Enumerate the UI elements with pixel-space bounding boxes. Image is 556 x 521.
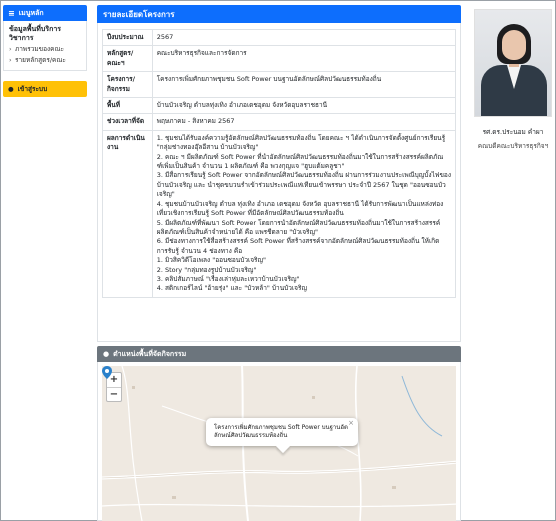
row-label-period: ช่วงเวลาที่จัด bbox=[103, 114, 153, 130]
table-row bbox=[103, 30, 456, 46]
login-label: เข้าสู่ระบบ bbox=[17, 85, 48, 93]
table-row bbox=[103, 72, 456, 98]
results-line: 1. ชุมชนได้รับองค์ความรู้อัตลักษณ์ศิลปวัฒนธรรมท้องถิ่น โดยคณะ ฯ ได้ดำเนินการจัดตั้งศูนย์การเรียนรู้ bbox=[156, 133, 446, 142]
row-value-year: 2567 bbox=[152, 30, 455, 46]
results-line: 5. มีผลิตภัณฑ์ที่พัฒนา Soft Power โดยการนำอัตลักษณ์ศิลปวัฒนธรรมท้องถิ่นมาใช้ในการสร้างสรรค์ bbox=[156, 218, 441, 227]
results-line: 2. Story "กลุ่มทองรูปบ้านบัวเจริญ" bbox=[156, 265, 257, 274]
results-line: บ้านบัวเจริญ และ นำชุดขบวนรำเข้าร่วมประเพณีแห่เทียนเข้าพรรษา ประจำปี 2567 ในชุด "ออนซอนบัว bbox=[156, 180, 446, 189]
map-marker-icon: ● bbox=[103, 350, 110, 358]
results-line: 1. มิวสิควิดีโอเพลง "ออนซอนบัวเจริญ" bbox=[156, 256, 267, 265]
row-value-program: คณะบริหารธุรกิจและการจัดการ bbox=[152, 46, 455, 72]
sidebar-item-faculty-overview[interactable] bbox=[9, 45, 82, 54]
results-line: เจริญ" bbox=[156, 190, 175, 199]
map-popup bbox=[206, 418, 358, 446]
sidebar-menu bbox=[3, 21, 87, 71]
project-detail-body bbox=[97, 23, 461, 342]
row-label-area: พื้นที่ bbox=[103, 98, 153, 114]
project-detail-table bbox=[102, 29, 456, 298]
map-marker-icon[interactable] bbox=[102, 366, 112, 379]
table-row bbox=[103, 98, 456, 114]
results-line: 2. คณะ ฯ มีผลิตภัณฑ์ Soft Power ที่นำอัตลักษณ์ศิลปวัฒนธรรมท้องถิ่นมาใช้ในการสร้างสรรค์ผลิตภัณ bbox=[156, 152, 444, 161]
sidebar-title[interactable]: ข้อมูลพื้นที่บริการวิชาการ bbox=[9, 25, 62, 42]
row-label-project: โครงการ/กิจกรรม bbox=[103, 72, 153, 98]
dean-role: คณบดีคณะบริหารธุรกิจฯ bbox=[477, 142, 549, 150]
map-header-label: ตำแหน่งพื้นที่จัดกิจกรรม bbox=[113, 349, 187, 358]
zoom-in-button[interactable]: + bbox=[109, 374, 119, 385]
popup-text: โครงการเพิ่มศักยภาพชุมชน Soft Power บนฐานอัตลักษณ์ศิลปวัฒนธรรมท้องถิ่น bbox=[214, 424, 348, 439]
project-detail-card bbox=[97, 5, 461, 342]
row-label-program: หลักสูตร/คณะฯ bbox=[103, 46, 153, 72]
map-header bbox=[97, 346, 461, 362]
results-line: 4. สติกเกอร์ไลน์ "อ้ายรุ่ง" และ "บัวหล้า" บ้านบัวเจริญ bbox=[156, 284, 307, 293]
project-detail-header: รายละเอียดโครงการ bbox=[97, 5, 461, 23]
results-line: 3. คลิปสัมภาษณ์ "เรื่องเล่าหุ่มละเหวาบ้านบัวเจริญ" bbox=[156, 274, 300, 283]
chevron-right-icon: › bbox=[9, 55, 12, 64]
table-row bbox=[103, 46, 456, 72]
row-label-results: ผลการดำเนินงาน bbox=[103, 130, 153, 297]
row-label-year: ปีงบประมาณ bbox=[103, 30, 153, 46]
sidebar bbox=[3, 5, 87, 97]
sidebar-item-by-program[interactable] bbox=[9, 56, 82, 65]
map-marker-icon: ● bbox=[8, 85, 14, 93]
results-line: "กลุ่มช่างทองอุ๊ลอีสาน บ้านบัวเจริญ" bbox=[156, 143, 259, 152]
dean-profile bbox=[474, 9, 552, 151]
menu-icon: ≡ bbox=[8, 8, 15, 18]
dean-name: รศ.ดร.ประนอม คำผา bbox=[482, 128, 544, 136]
sidebar-item-label: ภาพรวมของคณะ bbox=[15, 45, 65, 53]
map-container bbox=[97, 362, 461, 521]
popup-close-button[interactable]: × bbox=[348, 419, 354, 427]
results-line: 6. มีช่องทางการใช้สื่อสร้างสรรค์ Soft Power ที่สร้างสรรค์จากอัตลักษณ์ศิลปวัฒนธรรมท้องถิ่น ให้เกิด bbox=[156, 237, 440, 246]
map-canvas[interactable] bbox=[102, 366, 456, 521]
sidebar-item-label: รายหลักสูตร/คณะ bbox=[15, 55, 66, 64]
row-value-results bbox=[152, 130, 455, 297]
results-line: ฑ์เพิ่มเป็นสินค้า จำนวน 1 ผลิตภัณฑ์ คือ พวงกุญแจ "ฮูบแต้มคลูชา" bbox=[156, 162, 345, 171]
results-line: 3. มีสื่อการเรียนรู้ Soft Power จากอัตลักษณ์ศิลปวัฒนธรรมท้องถิ่น ผ่านการร่วมงานประเพณีบุญบั้งไฟของ bbox=[156, 171, 451, 180]
results-line: 4. ชุมชนบ้านบัวเจริญ ตำบล ทุ่งเทิง อำเภอ เดชอุดม จังหวัด อุบลราชธานี ได้รับการพัฒนาเป็นแหล่งท่อง bbox=[156, 199, 444, 208]
row-value-project: โครงการเพิ่มศักยภาพชุมชน Soft Power บนฐานอัตลักษณ์ศิลปวัฒนธรรมท้องถิ่น bbox=[152, 72, 455, 98]
sidebar-header-label: เมนูหลัก bbox=[18, 8, 44, 17]
chevron-right-icon: › bbox=[9, 45, 12, 53]
table-row bbox=[103, 114, 456, 130]
login-button[interactable] bbox=[3, 81, 87, 97]
location-map-card bbox=[97, 346, 461, 521]
row-value-period: พฤษภาคม - สิงหาคม 2567 bbox=[152, 114, 455, 130]
results-line: ผลิตภัณฑ์เป็นสินค้าจำหน่ายได้ คือ แพรชีดลาย "บัวเจริญ" bbox=[156, 227, 319, 236]
zoom-out-button[interactable]: − bbox=[107, 387, 121, 401]
results-line: การรับรู้ จำนวน 4 ช่องทาง คือ bbox=[156, 246, 243, 255]
results-line: เที่ยวเชิงการเรียนรู้ Soft Power ที่มีอัตลักษณ์ศิลปวัฒนธรรมท้องถิ่น bbox=[156, 209, 344, 218]
table-row bbox=[103, 130, 456, 297]
row-value-area: บ้านบัวเจริญ ตำบลทุ่งเทิง อำเภอเดชอุดม จังหวัดอุบลราชธานี bbox=[152, 98, 455, 114]
dean-photo bbox=[474, 9, 552, 117]
sidebar-header bbox=[3, 5, 87, 21]
